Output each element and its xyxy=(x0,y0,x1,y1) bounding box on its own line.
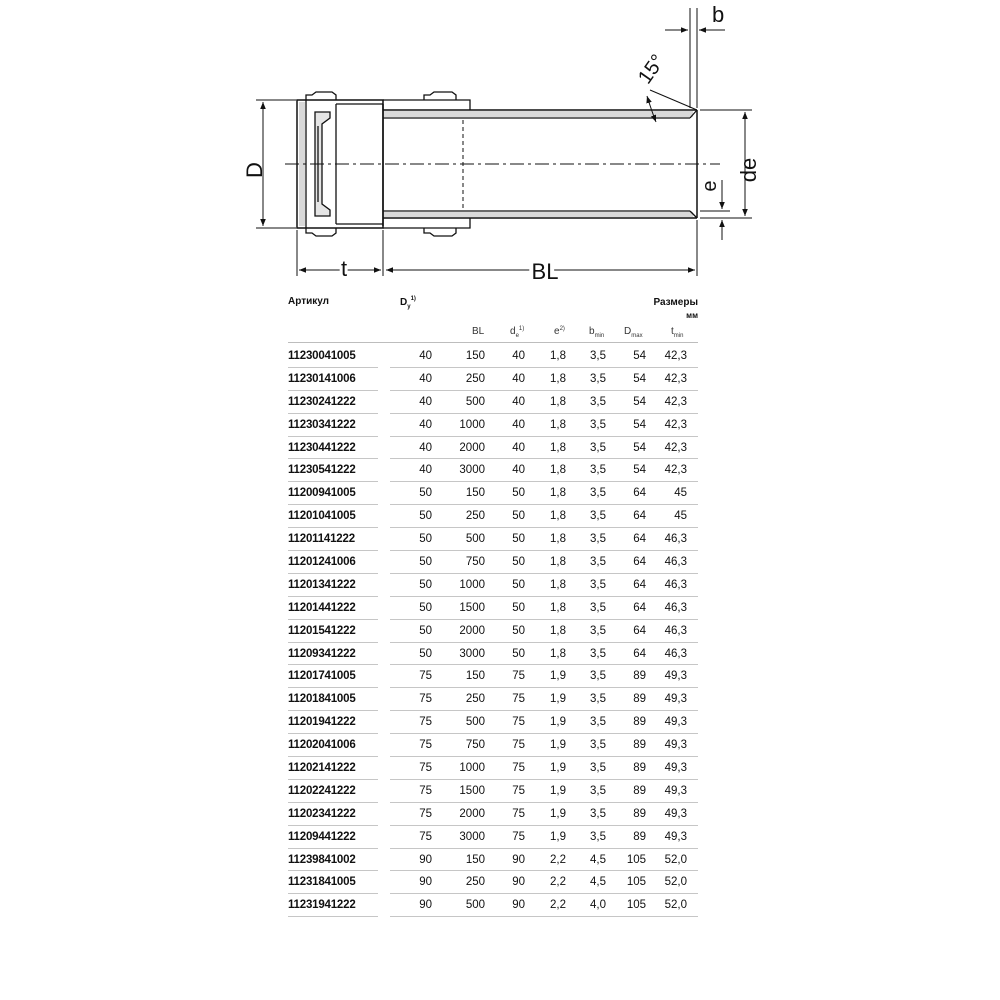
cell-t: 42,3 xyxy=(664,350,687,362)
cell-article: 11201041005 xyxy=(288,510,356,523)
row-rule-left xyxy=(288,916,378,917)
cell-article: 11230141006 xyxy=(288,372,356,385)
subheader-e: $e^{2)}$ xyxy=(554,326,565,337)
cell-bl: 1000 xyxy=(459,762,485,775)
cell-dy: 40 xyxy=(419,372,432,385)
cell-bl: 500 xyxy=(465,899,485,912)
cell-de: 50 xyxy=(512,533,525,546)
cell-bl: 150 xyxy=(465,853,485,866)
cell-de: 75 xyxy=(512,693,525,706)
table-row xyxy=(288,665,700,688)
cell-de: 40 xyxy=(512,350,525,362)
cell-article: 11201741005 xyxy=(288,670,356,683)
cell-bl: 500 xyxy=(465,533,485,546)
cell-article: 11201341222 xyxy=(288,578,356,591)
cell-bl: 1500 xyxy=(459,601,485,614)
cell-dmax: 105 xyxy=(626,899,646,912)
cell-dmax: 64 xyxy=(633,601,646,614)
cell-bl: 750 xyxy=(465,739,485,752)
cell-bl: 250 xyxy=(465,876,485,889)
cell-article: 11230041005 xyxy=(288,350,356,362)
table-row xyxy=(288,871,700,894)
cell-t: 49,3 xyxy=(664,784,687,797)
cell-de: 75 xyxy=(512,716,525,729)
subheader-tmin: $t_{min}$ xyxy=(671,326,684,339)
cell-dy: 75 xyxy=(419,670,432,683)
cell-e: 2,2 xyxy=(550,876,566,889)
cell-e: 1,9 xyxy=(550,716,566,729)
cell-dy: 90 xyxy=(419,876,432,889)
cell-t: 49,3 xyxy=(664,762,687,775)
cell-b: 3,5 xyxy=(590,464,606,477)
cell-b: 3,5 xyxy=(590,418,606,431)
cell-dmax: 54 xyxy=(633,350,646,362)
cell-t: 49,3 xyxy=(664,807,687,820)
cell-dmax: 64 xyxy=(633,578,646,591)
table-row xyxy=(288,620,700,643)
cell-de: 50 xyxy=(512,487,525,500)
cell-article: 11201141222 xyxy=(288,533,355,546)
cell-e: 1,8 xyxy=(550,578,566,591)
label-t: t xyxy=(340,256,348,281)
cell-b: 3,5 xyxy=(590,372,606,385)
cell-dy: 75 xyxy=(419,716,432,729)
cell-de: 75 xyxy=(512,762,525,775)
cell-e: 1,8 xyxy=(550,601,566,614)
cell-dy: 50 xyxy=(419,556,432,569)
pipe-technical-drawing xyxy=(0,0,1000,290)
cell-de: 75 xyxy=(512,670,525,683)
table-row xyxy=(288,459,700,482)
cell-article: 11201941222 xyxy=(288,716,356,729)
cell-dy: 50 xyxy=(419,647,432,660)
label-BL: BL xyxy=(531,259,559,284)
cell-de: 40 xyxy=(512,395,525,408)
header-dy: $D_y^{1)}$ xyxy=(400,296,416,310)
cell-dy: 40 xyxy=(419,441,432,454)
cell-dmax: 54 xyxy=(633,418,646,431)
cell-b: 3,5 xyxy=(590,739,606,752)
cell-e: 1,8 xyxy=(550,372,566,385)
cell-de: 90 xyxy=(512,853,525,866)
cell-article: 11201441222 xyxy=(288,601,356,614)
table-row xyxy=(288,368,700,391)
table-row xyxy=(288,482,700,505)
subheader-bmin: $b_{min}$ xyxy=(589,326,605,339)
cell-dmax: 89 xyxy=(633,807,646,820)
cell-b: 4,5 xyxy=(590,876,606,889)
cell-dy: 50 xyxy=(419,601,432,614)
cell-dy: 50 xyxy=(419,510,432,523)
cell-dmax: 89 xyxy=(633,716,646,729)
cell-b: 3,5 xyxy=(590,670,606,683)
cell-dy: 50 xyxy=(419,533,432,546)
cell-de: 40 xyxy=(512,464,525,477)
cell-bl: 2000 xyxy=(459,441,485,454)
cell-bl: 250 xyxy=(465,693,485,706)
cell-e: 1,8 xyxy=(550,510,566,523)
cell-de: 40 xyxy=(512,418,525,431)
table-row xyxy=(288,597,700,620)
header-dimensions: Размеры мм xyxy=(653,297,698,320)
cell-article: 11230341222 xyxy=(288,418,356,431)
subheader-de: $d_e^{1)}$ xyxy=(510,326,525,339)
cell-e: 1,9 xyxy=(550,784,566,797)
cell-b: 3,5 xyxy=(590,510,606,523)
cell-article: 11230241222 xyxy=(288,395,356,408)
cell-t: 42,3 xyxy=(664,395,687,408)
cell-article: 11202041006 xyxy=(288,739,356,752)
cell-e: 1,8 xyxy=(550,350,566,362)
cell-t: 52,0 xyxy=(664,876,687,889)
cell-t: 49,3 xyxy=(664,739,687,752)
cell-bl: 750 xyxy=(465,556,485,569)
cell-dy: 50 xyxy=(419,487,432,500)
cell-b: 3,5 xyxy=(590,784,606,797)
cell-bl: 150 xyxy=(465,670,485,683)
cell-article: 11230441222 xyxy=(288,441,356,454)
cell-dy: 40 xyxy=(419,418,432,431)
cell-e: 1,9 xyxy=(550,670,566,683)
cell-article: 11202341222 xyxy=(288,807,356,820)
cell-bl: 500 xyxy=(465,395,485,408)
cell-e: 1,9 xyxy=(550,739,566,752)
cell-dmax: 89 xyxy=(633,784,646,797)
table-body xyxy=(288,345,700,917)
cell-dy: 75 xyxy=(419,784,432,797)
table-row xyxy=(288,826,700,849)
table-row xyxy=(288,734,700,757)
table-row xyxy=(288,894,700,917)
cell-dmax: 54 xyxy=(633,441,646,454)
cell-dmax: 54 xyxy=(633,395,646,408)
cell-dmax: 64 xyxy=(633,556,646,569)
cell-de: 75 xyxy=(512,739,525,752)
table-row xyxy=(288,551,700,574)
cell-de: 75 xyxy=(512,830,525,843)
cell-bl: 250 xyxy=(465,372,485,385)
cell-t: 45 xyxy=(674,510,687,523)
label-e: e xyxy=(699,180,721,192)
table-row xyxy=(288,711,700,734)
cell-e: 2,2 xyxy=(550,853,566,866)
cell-article: 11231841005 xyxy=(288,876,356,889)
cell-de: 50 xyxy=(512,578,525,591)
cell-de: 90 xyxy=(512,876,525,889)
cell-dy: 90 xyxy=(419,853,432,866)
cell-dy: 50 xyxy=(419,624,432,637)
cell-de: 50 xyxy=(512,624,525,637)
cell-t: 46,3 xyxy=(664,533,687,546)
cell-t: 46,3 xyxy=(664,556,687,569)
cell-de: 90 xyxy=(512,899,525,912)
cell-dy: 75 xyxy=(419,762,432,775)
cell-t: 46,3 xyxy=(664,578,687,591)
cell-dmax: 89 xyxy=(633,762,646,775)
label-angle: 15° xyxy=(634,50,670,89)
cell-de: 50 xyxy=(512,510,525,523)
cell-dmax: 89 xyxy=(633,693,646,706)
cell-bl: 1000 xyxy=(459,418,485,431)
table-row xyxy=(288,437,700,460)
cell-dmax: 64 xyxy=(633,647,646,660)
cell-de: 75 xyxy=(512,807,525,820)
cell-b: 3,5 xyxy=(590,350,606,362)
cell-b: 3,5 xyxy=(590,578,606,591)
cell-b: 3,5 xyxy=(590,556,606,569)
cell-b: 3,5 xyxy=(590,487,606,500)
cell-bl: 2000 xyxy=(459,624,485,637)
cell-bl: 2000 xyxy=(459,807,485,820)
cell-e: 1,8 xyxy=(550,418,566,431)
cell-bl: 3000 xyxy=(459,830,485,843)
cell-dy: 90 xyxy=(419,899,432,912)
cell-e: 1,9 xyxy=(550,762,566,775)
cell-t: 42,3 xyxy=(664,441,687,454)
cell-e: 1,8 xyxy=(550,556,566,569)
cell-b: 3,5 xyxy=(590,533,606,546)
row-rule-right xyxy=(390,916,698,917)
cell-dmax: 64 xyxy=(633,533,646,546)
cell-dmax: 64 xyxy=(633,624,646,637)
cell-e: 1,8 xyxy=(550,624,566,637)
label-de: de xyxy=(736,157,761,183)
cell-dy: 75 xyxy=(419,693,432,706)
cell-dmax: 105 xyxy=(626,853,646,866)
cell-b: 4,5 xyxy=(590,853,606,866)
cell-article: 11231941222 xyxy=(288,899,356,912)
cell-dy: 40 xyxy=(419,395,432,408)
cell-de: 50 xyxy=(512,601,525,614)
cell-dy: 75 xyxy=(419,807,432,820)
cell-t: 49,3 xyxy=(664,830,687,843)
cell-b: 3,5 xyxy=(590,395,606,408)
cell-bl: 3000 xyxy=(459,464,485,477)
cell-b: 3,5 xyxy=(590,830,606,843)
cell-bl: 1500 xyxy=(459,784,485,797)
cell-t: 46,3 xyxy=(664,624,687,637)
cell-b: 3,5 xyxy=(590,624,606,637)
table-row xyxy=(288,757,700,780)
cell-de: 75 xyxy=(512,784,525,797)
cell-b: 3,5 xyxy=(590,441,606,454)
subheader-dmax: $D_{max}$ xyxy=(624,326,643,339)
cell-e: 1,8 xyxy=(550,487,566,500)
cell-de: 50 xyxy=(512,647,525,660)
cell-dy: 50 xyxy=(419,578,432,591)
table-row xyxy=(288,391,700,414)
cell-bl: 500 xyxy=(465,716,485,729)
cell-t: 52,0 xyxy=(664,899,687,912)
cell-t: 49,3 xyxy=(664,716,687,729)
table-row xyxy=(288,849,700,872)
cell-b: 3,5 xyxy=(590,601,606,614)
cell-article: 11201241006 xyxy=(288,556,356,569)
cell-dmax: 89 xyxy=(633,739,646,752)
cell-article: 11209341222 xyxy=(288,647,356,660)
cell-dmax: 54 xyxy=(633,372,646,385)
table-row xyxy=(288,780,700,803)
cell-e: 1,9 xyxy=(550,693,566,706)
cell-b: 3,5 xyxy=(590,807,606,820)
cell-dmax: 89 xyxy=(633,670,646,683)
table-row xyxy=(288,643,700,666)
cell-dmax: 64 xyxy=(633,487,646,500)
cell-bl: 3000 xyxy=(459,647,485,660)
cell-e: 1,8 xyxy=(550,464,566,477)
cell-e: 1,8 xyxy=(550,441,566,454)
cell-e: 1,8 xyxy=(550,647,566,660)
cell-t: 52,0 xyxy=(664,853,687,866)
cell-t: 45 xyxy=(674,487,687,500)
cell-t: 49,3 xyxy=(664,670,687,683)
table-row xyxy=(288,414,700,437)
cell-b: 4,0 xyxy=(590,899,606,912)
cell-dy: 75 xyxy=(419,830,432,843)
cell-de: 50 xyxy=(512,556,525,569)
cell-dmax: 64 xyxy=(633,510,646,523)
cell-article: 11209441222 xyxy=(288,830,356,843)
cell-de: 40 xyxy=(512,372,525,385)
table-row xyxy=(288,803,700,826)
cell-t: 42,3 xyxy=(664,372,687,385)
cell-de: 40 xyxy=(512,441,525,454)
header-rule xyxy=(288,342,698,343)
cell-e: 1,9 xyxy=(550,807,566,820)
cell-t: 46,3 xyxy=(664,601,687,614)
label-D: D xyxy=(242,162,267,178)
cell-dmax: 105 xyxy=(626,876,646,889)
cell-bl: 150 xyxy=(465,350,485,362)
cell-e: 1,8 xyxy=(550,395,566,408)
cell-bl: 1000 xyxy=(459,578,485,591)
cell-article: 11230541222 xyxy=(288,464,356,477)
cell-article: 11202241222 xyxy=(288,784,356,797)
table-row xyxy=(288,345,700,368)
cell-article: 11201541222 xyxy=(288,624,356,637)
cell-t: 46,3 xyxy=(664,647,687,660)
label-b: b xyxy=(712,2,725,27)
cell-bl: 250 xyxy=(465,510,485,523)
cell-t: 42,3 xyxy=(664,464,687,477)
cell-article: 11239841002 xyxy=(288,853,356,866)
table-row xyxy=(288,528,700,551)
cell-t: 42,3 xyxy=(664,418,687,431)
cell-dmax: 89 xyxy=(633,830,646,843)
cell-dy: 40 xyxy=(419,464,432,477)
subheader-bl: BL xyxy=(472,326,485,337)
cell-dmax: 54 xyxy=(633,464,646,477)
table-row xyxy=(288,574,700,597)
cell-dy: 75 xyxy=(419,739,432,752)
cell-article: 11201841005 xyxy=(288,693,356,706)
cell-e: 2,2 xyxy=(550,899,566,912)
cell-article: 11202141222 xyxy=(288,762,356,775)
table-row xyxy=(288,688,700,711)
cell-b: 3,5 xyxy=(590,693,606,706)
cell-dy: 40 xyxy=(419,350,432,362)
cell-e: 1,8 xyxy=(550,533,566,546)
cell-e: 1,9 xyxy=(550,830,566,843)
cell-b: 3,5 xyxy=(590,762,606,775)
table-row xyxy=(288,505,700,528)
cell-bl: 150 xyxy=(465,487,485,500)
cell-b: 3,5 xyxy=(590,716,606,729)
cell-b: 3,5 xyxy=(590,647,606,660)
cell-t: 49,3 xyxy=(664,693,687,706)
header-article: Артикул xyxy=(288,296,330,307)
cell-article: 11200941005 xyxy=(288,487,356,500)
